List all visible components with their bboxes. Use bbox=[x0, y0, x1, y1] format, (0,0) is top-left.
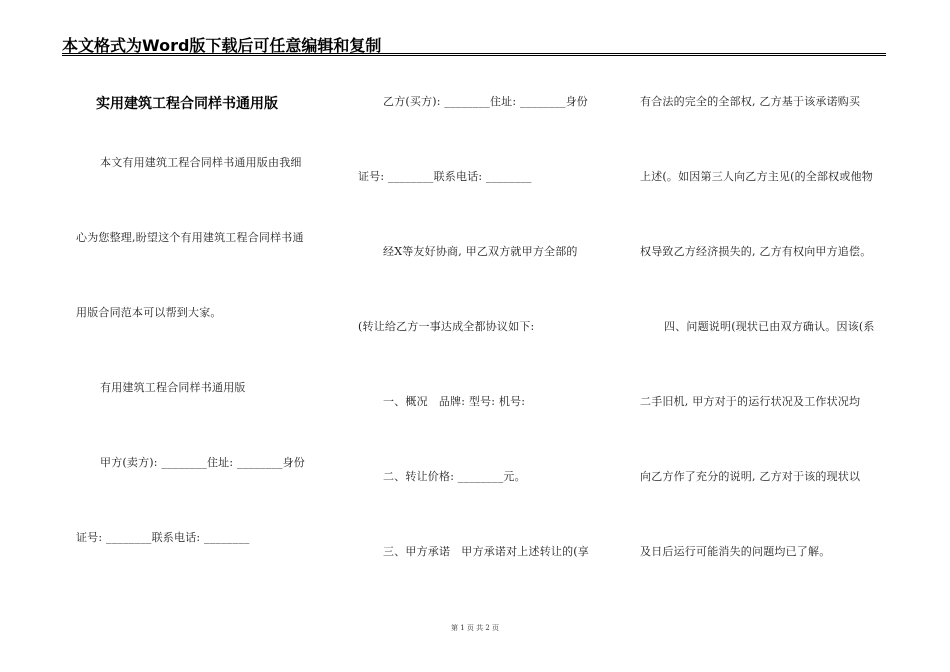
col2-line-2: 证号: ________联系电话: ________ bbox=[358, 170, 532, 183]
col2-line-1: 乙方(买方): ________住址: ________身份 bbox=[383, 95, 588, 108]
col1-line-2: 心为您整理,盼望这个有用建筑工程合同样书通 bbox=[76, 231, 304, 244]
col2-line-5: 一、概况 品牌: 型号: 机号: bbox=[383, 395, 526, 408]
col1-line-4: 有用建筑工程合同样书通用版 bbox=[100, 381, 246, 394]
col3-line-4: 四、问题说明(现状已由双方确认。因该(系 bbox=[664, 320, 875, 333]
col1-line-3: 用版合同范本可以帮到大家。 bbox=[76, 306, 222, 319]
col2-line-3: 经X等友好协商, 甲乙双方就甲方全部的 bbox=[383, 245, 578, 258]
col2-line-7: 三、甲方承诺 甲方承诺对上述转让的(享 bbox=[383, 545, 589, 558]
col1-line-5: 甲方(卖方): ________住址: ________身份 bbox=[100, 456, 305, 469]
header-divider bbox=[62, 53, 886, 56]
page-number: 第 1 页 共 2 页 bbox=[450, 624, 500, 632]
col3-line-7: 及日后运行可能消失的问题均已了解。 bbox=[640, 545, 831, 558]
document-title: 实用建筑工程合同样书通用版 bbox=[96, 96, 278, 112]
col1-line-6: 证号: ________联系电话: ________ bbox=[76, 531, 250, 544]
col3-line-1: 有合法的完全的全部权, 乙方基于该承诺购买 bbox=[640, 95, 861, 108]
col3-line-2: 上述(。如因第三人向乙方主见(的全部权或他物 bbox=[640, 170, 873, 183]
document-header-title: 本文格式为Word版下载后可任意编辑和复制 bbox=[62, 36, 382, 55]
col2-line-4: (转让给乙方一事达成全都协议如下: bbox=[358, 320, 535, 333]
col2-line-6: 二、转让价格: ________元。 bbox=[383, 470, 526, 483]
col1-line-1: 本文有用建筑工程合同样书通用版由我细 bbox=[100, 156, 302, 169]
col3-line-6: 向乙方作了充分的说明, 乙方对于该的现状以 bbox=[640, 470, 861, 483]
col3-line-5: 二手旧机, 甲方对于的运行状况及工作状况均 bbox=[640, 395, 861, 408]
col3-line-3: 权导致乙方经济损失的, 乙方有权向甲方追偿。 bbox=[640, 245, 872, 258]
